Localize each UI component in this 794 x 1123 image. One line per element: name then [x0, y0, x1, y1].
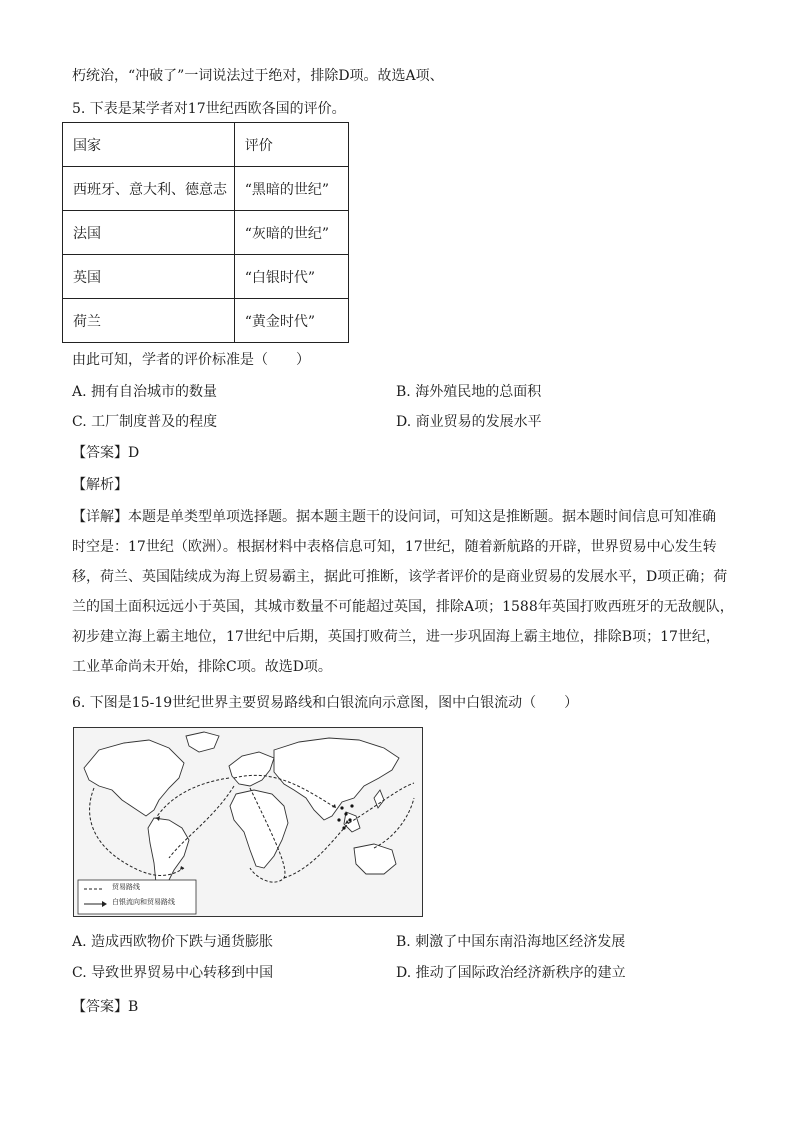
table-header-evaluation: 评价 — [234, 123, 348, 167]
answer-tag: 【答案】 — [72, 999, 128, 1015]
table-cell-evaluation: “黄金时代” — [234, 299, 348, 343]
table-cell-country: 英国 — [63, 255, 235, 299]
q5-option-d[interactable]: D. 商业贸易的发展水平 — [396, 414, 542, 430]
detail-line: 时空是：17世纪（欧洲）。根据材料中表格信息可知，17世纪，随着新航路的开辟，世界贸易中心发生转 — [72, 539, 717, 555]
q6-answer — [72, 997, 138, 1017]
answer-tag: 【答案】 — [72, 445, 128, 461]
answer-value: D — [128, 445, 140, 461]
question-5-stem: 5. 下表是某学者对17世纪西欧各国的评价。 — [72, 101, 346, 117]
q5-detail-paragraph — [72, 502, 734, 682]
question-5-prompt: 由此可知，学者的评价标准是（ ） — [72, 352, 310, 368]
table-cell-country: 法国 — [63, 211, 235, 255]
table-cell-country: 荷兰 — [63, 299, 235, 343]
table-header-row — [63, 123, 349, 167]
table-header-country: 国家 — [63, 123, 235, 167]
q5-option-b[interactable]: B. 海外殖民地的总面积 — [396, 384, 542, 400]
detail-tag: 【详解】 — [72, 509, 128, 525]
table-cell-evaluation: “灰暗的世纪” — [234, 211, 348, 255]
q5-option-c[interactable]: C. 工厂制度普及的程度 — [72, 414, 218, 430]
evaluation-table — [62, 122, 349, 343]
table-cell-country: 西班牙、意大利、德意志 — [63, 167, 235, 211]
q5-option-a[interactable]: A. 拥有自治城市的数量 — [72, 384, 218, 400]
intro-line: 朽统治，“冲破了”一词说法过于绝对，排除D项。故选A项、 — [72, 68, 444, 84]
table-row — [63, 299, 349, 343]
detail-line: 工业革命尚未开始，排除C项。故选D项。 — [72, 659, 332, 675]
table-row — [63, 167, 349, 211]
answer-value: B — [128, 999, 139, 1015]
world-trade-map — [73, 727, 423, 917]
legend-trade-routes: 贸易路线 — [112, 883, 140, 891]
legend-silver-flow: 白银流向和贸易路线 — [112, 898, 175, 906]
table-row — [63, 255, 349, 299]
q6-option-c[interactable]: C. 导致世界贸易中心转移到中国 — [72, 965, 274, 981]
detail-line: 初步建立海上霸主地位，17世纪中后期，英国打败荷兰，进一步巩固海上霸主地位，排除B项；17世纪， — [72, 629, 720, 645]
q6-option-d[interactable]: D. 推动了国际政治经济新秩序的建立 — [396, 965, 626, 981]
q6-option-b[interactable]: B. 刺激了中国东南沿海地区经济发展 — [396, 934, 626, 950]
q6-option-a[interactable]: A. 造成西欧物价下跌与通货膨胀 — [72, 934, 274, 950]
q5-analysis-tag: 【解析】 — [72, 477, 128, 493]
detail-line: 兰的国土面积远远小于英国，其城市数量不可能超过英国，排除A项；1588年英国打败西班牙的无敌舰队， — [72, 599, 734, 615]
detail-line: 【详解】本题是单类型单项选择题。据本题主题干的设问词，可知这是推断题。据本题时间信息可知准确 — [72, 509, 716, 525]
q5-answer — [72, 443, 139, 463]
question-6-stem: 6. 下图是15-19世纪世界主要贸易路线和白银流向示意图，图中白银流动（ ） — [72, 695, 579, 711]
detail-line: 移，荷兰、英国陆续成为海上贸易霸主，据此可推断，该学者评价的是商业贸易的发展水平，D项正确；荷 — [72, 569, 728, 585]
table-row — [63, 211, 349, 255]
table-cell-evaluation: “黑暗的世纪” — [234, 167, 348, 211]
table-cell-evaluation: “白银时代” — [234, 255, 348, 299]
